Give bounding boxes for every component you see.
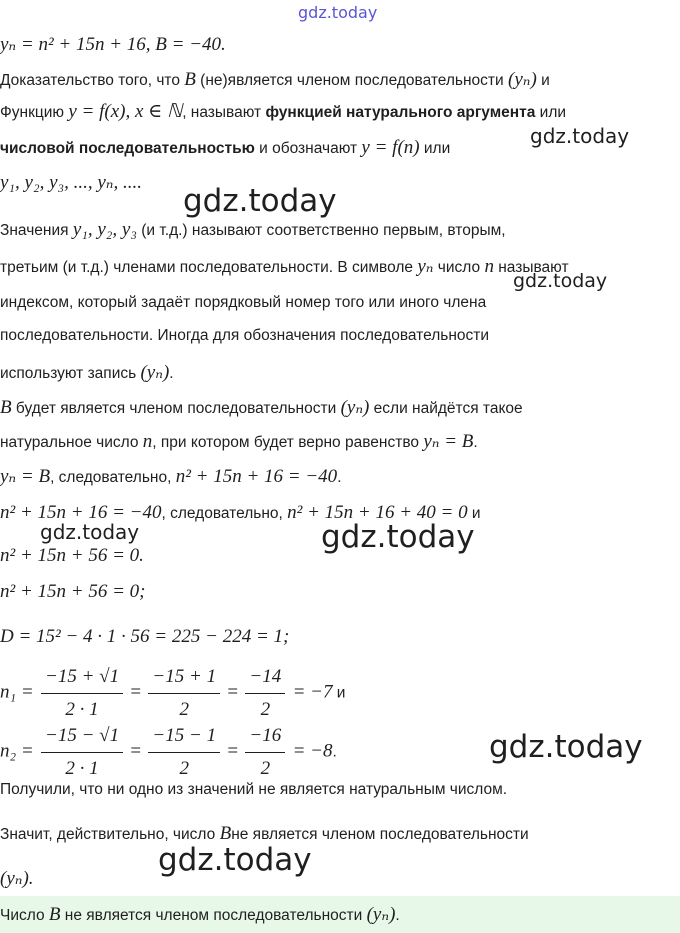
- text: число: [433, 259, 485, 276]
- math: (yₙ): [508, 69, 537, 90]
- math: = −8: [292, 740, 333, 762]
- proof-heading: [0, 69, 550, 92]
- equals: =: [227, 681, 239, 703]
- text: индексом, который задаёт порядковый номер того или иного члена: [0, 294, 487, 311]
- watermark: gdz.today: [183, 183, 337, 219]
- fraction: [245, 723, 285, 782]
- theory-line-5: [0, 362, 174, 385]
- denominator: 2: [179, 699, 189, 720]
- denominator: 2: [260, 699, 271, 720]
- numerator: −15 − 1: [148, 723, 220, 753]
- text: .: [395, 907, 400, 924]
- text: третьим (и т.д.) членами последовательности. В символе: [0, 259, 418, 276]
- math: n₂ =: [0, 740, 34, 762]
- numerator: −15 + 1: [148, 664, 220, 694]
- denominator: 2 · 1: [65, 699, 99, 720]
- math: = −7: [292, 681, 333, 703]
- text: используют запись: [0, 365, 141, 382]
- text: Получили, что ни одно из значений не является натуральным числом.: [0, 781, 508, 798]
- math: (yₙ): [366, 904, 396, 925]
- watermark: gdz.today: [489, 729, 643, 765]
- sequence-notation: [0, 172, 142, 195]
- math: n: [484, 256, 494, 277]
- text: называют: [493, 259, 569, 276]
- text: (и т.д.) называют соответственно первым, вторым,: [136, 222, 506, 239]
- math: yₙ = B: [423, 431, 474, 452]
- theory-line-4: [0, 325, 489, 347]
- numerator: −15 + √1: [41, 664, 123, 694]
- condition-line-1: [0, 397, 523, 420]
- math: yₙ = B: [0, 466, 51, 487]
- denominator: 2 · 1: [65, 758, 99, 779]
- watermark: gdz.today: [158, 842, 312, 878]
- text: последовательности. Иногда для обозначения последовательности: [0, 327, 490, 344]
- text: Значения: [0, 222, 73, 239]
- text: , называют: [182, 104, 266, 121]
- math: n² + 15n + 56 = 0;: [0, 581, 146, 602]
- text: и: [467, 505, 481, 522]
- text: и обозначают: [254, 140, 362, 157]
- given-formula: yₙ = n² + 15n + 16, B = −40.: [0, 34, 226, 55]
- text: натуральное число: [0, 434, 143, 451]
- math: D = 15² − 4 · 1 · 56 = 225 − 224 = 1;: [0, 626, 290, 647]
- text: , при котором будет верно равенство: [152, 434, 424, 451]
- math: n: [142, 431, 153, 452]
- text: , следовательно,: [50, 469, 176, 486]
- denominator: 2: [179, 758, 189, 779]
- numerator: −15 − √1: [41, 723, 123, 753]
- math: n² + 15n + 16 = −40: [0, 502, 162, 523]
- text: .: [473, 434, 478, 451]
- conclusion-text: [0, 904, 400, 927]
- given-line: [0, 34, 226, 57]
- text: .: [337, 469, 342, 486]
- fraction: [245, 664, 285, 723]
- watermark-top: gdz.today: [298, 3, 378, 22]
- text: не является членом последовательности: [60, 907, 367, 924]
- math: n₁ =: [0, 681, 34, 703]
- math: B: [219, 823, 232, 844]
- numerator: −16: [245, 723, 285, 753]
- math: B: [48, 904, 61, 925]
- text: Значит, действительно, число: [0, 826, 220, 843]
- fraction: [148, 664, 220, 723]
- equation-line-1: [0, 466, 342, 489]
- denominator: 2: [260, 758, 271, 779]
- text: .: [332, 743, 337, 761]
- text: Доказательство того, что: [0, 72, 185, 89]
- root-n2-line: [0, 723, 337, 782]
- result-line: [0, 779, 507, 801]
- text: и: [536, 72, 550, 89]
- text: или: [419, 140, 451, 157]
- watermark: gdz.today: [40, 520, 140, 544]
- fraction: [41, 723, 123, 782]
- text: если найдётся такое: [369, 400, 523, 417]
- equation-line-3: [0, 545, 144, 568]
- text: .: [169, 365, 174, 382]
- definition-line-1: [0, 101, 566, 124]
- math: (yₙ): [340, 397, 370, 418]
- watermark: gdz.today: [530, 124, 630, 148]
- math: n² + 15n + 16 = −40: [175, 466, 338, 487]
- text: будет является членом последовательности: [11, 400, 341, 417]
- math: B: [184, 69, 196, 90]
- equals: =: [130, 681, 142, 703]
- math: n² + 15n + 56 = 0.: [0, 545, 144, 566]
- math: (yₙ).: [0, 868, 34, 889]
- theory-line-3: [0, 292, 486, 314]
- theory-line-1: [0, 219, 506, 242]
- math: n² + 15n + 16 + 40 = 0: [287, 502, 468, 523]
- bold-term: числовой последовательностью: [0, 140, 255, 157]
- fraction: [148, 723, 220, 782]
- text: (не)является членом последовательности: [195, 72, 508, 89]
- equals: =: [227, 740, 239, 762]
- watermark: gdz.today: [513, 270, 608, 292]
- math: y = f(x), x ∈ ℕ: [68, 101, 183, 122]
- text: , следовательно,: [161, 505, 288, 522]
- math: y₁, y₂, y₃, ..., yₙ, ....: [0, 172, 142, 193]
- math: y₁, y₂, y₃: [72, 219, 137, 240]
- equals: =: [130, 740, 142, 762]
- text: или: [535, 104, 567, 121]
- definition-line-2: [0, 137, 450, 160]
- root-n1-line: [0, 664, 345, 723]
- equation-line-4: [0, 581, 146, 604]
- text: и: [332, 684, 346, 702]
- condition-line-2: [0, 431, 478, 454]
- theory-line-2: [0, 256, 569, 279]
- text: не является членом последовательности: [231, 826, 529, 843]
- equation-line-2: [0, 502, 481, 525]
- numerator: −14: [245, 664, 285, 694]
- math: yₙ: [417, 256, 434, 277]
- text: Число: [0, 907, 49, 924]
- fraction: [41, 664, 123, 723]
- therefore-line: [0, 823, 529, 846]
- discriminant-line: [0, 626, 289, 649]
- math: y = f(n): [361, 137, 420, 158]
- therefore-line-2: [0, 868, 34, 891]
- math: (yₙ): [140, 362, 170, 383]
- bold-term: функцией натурального аргумента: [265, 104, 536, 121]
- text: Функцию: [0, 104, 69, 121]
- math: B: [0, 397, 12, 418]
- watermark: gdz.today: [321, 519, 475, 555]
